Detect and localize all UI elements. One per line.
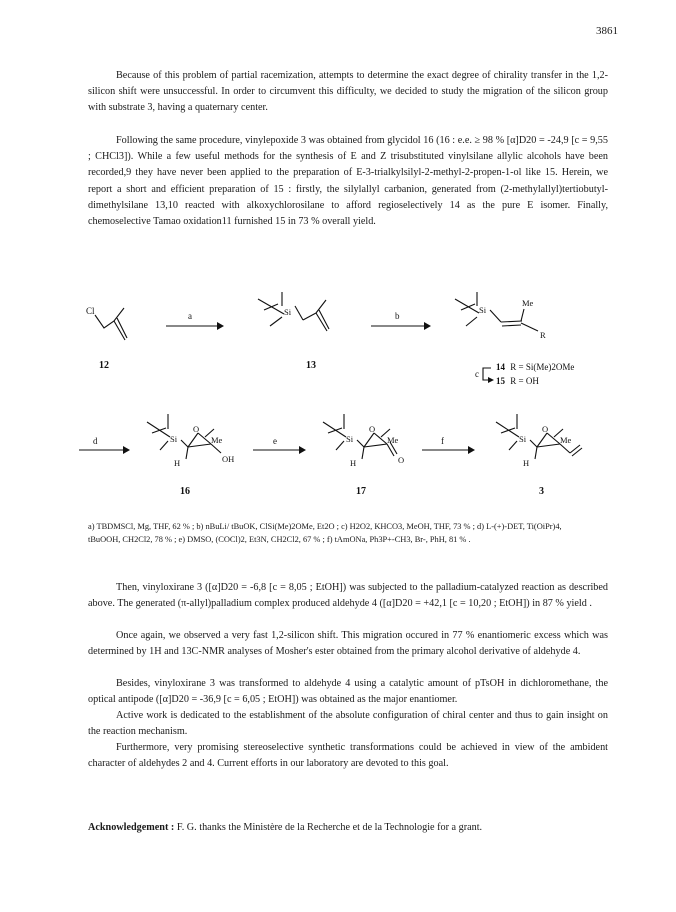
label-h-17: H [350,458,357,468]
label-r: R [540,330,546,340]
acknowledgement-text: F. G. thanks the Ministère de la Recherche et de la Technologie for a grant. [176,822,483,833]
label-si-17: Si [346,434,354,444]
paragraph-5: Besides, vinyloxirane 3 was transformed to aldehyde 4 using a catalytic amount of pTsOH in dichloromethane, the optical antipode ([α]D20 = -36,9 [c = 6,05 ; EtOH]) was obtained as the major enantiomer. [88,678,608,706]
label-me-3: Me [560,435,572,445]
compound-13-structure [258,292,329,331]
paragraph-2: Following the same procedure, vinylepoxide 3 was obtained from glycidol 16 (16 : e.e. ≥ 98 % [α]D20 = -24,9 [c = 9,55 ; CHCl3]). While a few useful methods for the synthesis of E and Z trisubstituted vinylsilane allylic alcohols have been recorded,9 they have never been applied to the preparation of E-3-trialkylsilyl-2-methyl-2-propen-1-ol like 15. Herein, we report a short and efficient preparation of 15 : firstly, the silylallyl carbanion, generated from (2-methylallyl)tertiobutyl-dimethylsilane 13,10 reacted with alkoxychlorosilane to afford regioselectively 14 as the pure E isomer. Finally, chemoselective Tamao oxidation11 furnished 15 in 73 % overall yield. [88,135,608,228]
label-si-16: Si [170,434,178,444]
acknowledgement [88,822,482,833]
reagent-a: a [188,311,192,321]
label-si-13: Si [284,307,292,317]
r-def-15: 15 R = OH [496,376,539,386]
compound-number-12: 12 [99,360,109,371]
label-h-3: H [523,458,530,468]
reagent-e: e [273,436,277,446]
label-si-3: Si [519,434,527,444]
paragraph-6: Active work is dedicated to the establishment of the absolute configuration of chiral center and thus to gain insight on the reaction mechanism. [88,710,608,738]
compound-3-structure [496,414,582,459]
compound-number-13: 13 [306,360,316,371]
reagent-f: f [441,436,444,446]
compound-16-structure [147,414,221,459]
reagent-d: d [93,436,98,446]
compound-17-structure [323,414,397,459]
arrow-c [483,368,491,380]
paragraph-7: Furthermore, very promising stereoselective synthetic transformations could be achieved in view of the ambident character of aldehydes 2 and 4. Current efforts in our laboratory are devoted to this goal. [88,742,608,770]
r-def-14: 14 R = Si(Me)2OMe [496,362,575,372]
label-o-16: O [193,424,200,434]
page-number: 3861 [596,25,618,37]
compound-number-17: 17 [356,486,366,497]
scheme-caption: a) TBDMSCl, Mg, THF, 62 % ; b) nBuLi/ tBuOK, ClSi(Me)2OMe, Et2O ; c) H2O2, KHCO3, MeOH, THF, 73 % ; d) L-(+)-DET, Ti(OiPr)4, tBuOOH, CH2Cl2, 78 % ; e) DMSO, (COCl)2, Et3N, CH2Cl2, 67 % ; f) tAmONa, Ph3P+-CH3, Br-, PhH, 81 % . [88,522,562,544]
compound-number-3: 3 [539,486,544,497]
compound-12-structure [95,308,127,340]
acknowledgement-heading: Acknowledgement : [88,822,175,833]
reagent-c: c [475,369,479,379]
label-o-3: O [542,424,549,434]
label-o-aldehyde: O [398,455,405,465]
label-me-16: Me [211,435,223,445]
label-si-14: Si [479,305,487,315]
compound-number-16: 16 [180,486,190,497]
label-me-14: Me [522,298,534,308]
label-o-17: O [369,424,376,434]
compound-14-15-structure [455,292,538,331]
label-cl: Cl [86,306,95,316]
paragraph-4: Once again, we observed a very fast 1,2-silicon shift. This migration occured in 77 % enantiomeric excess which was determined by 1H and 13C-NMR analyses of Mosher's ester obtained from the primary alcohol derivative of aldehyde 4. [88,630,608,658]
reagent-b: b [395,311,400,321]
paragraph-3: Then, vinyloxirane 3 ([α]D20 = -6,8 [c = 8,05 ; EtOH]) was subjected to the palladium-catalyzed reaction as described above. The generated (π-allyl)palladium complex produced aldehyde 4 ([α]D20 = +42,1 [c = 10,20 ; EtOH]) in 87 % yield . [88,582,608,610]
label-me-17: Me [387,435,399,445]
label-oh-16: OH [222,454,235,464]
label-h-16: H [174,458,181,468]
paragraph-1: Because of this problem of partial racemization, attempts to determine the exact degree of chirality transfer in the 1,2-silicon shift were unsuccessful. In order to circumvent this difficulty, we decided to study the migration of the silicon group with substrate 3, having a quaternary center. [88,70,608,114]
